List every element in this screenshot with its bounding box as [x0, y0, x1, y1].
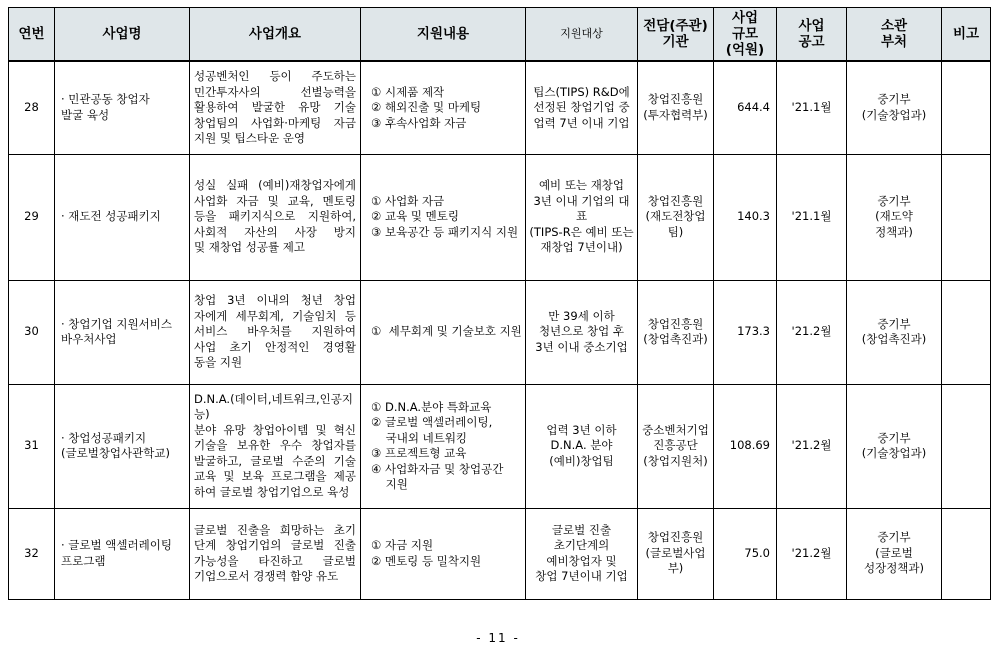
program-name: [55, 280, 190, 384]
program-summary: [190, 384, 361, 508]
program-name: [55, 154, 190, 280]
summary-line: 발굴하고, 글로벌 수준의 기술: [194, 453, 356, 468]
summary-line: 지원 및 팁스타운 운영: [194, 131, 305, 145]
managing-agency: [638, 61, 714, 154]
agency-line: 중소벤처기업: [642, 422, 709, 437]
target-line: 청년으로 창업 후: [538, 324, 625, 339]
content-item: ② 교육 및 멘토링: [371, 209, 459, 224]
agency-line: (글로벌사업부): [645, 545, 706, 576]
program-name-line: (글로벌창업사관학교): [61, 446, 170, 460]
header-agency-line: 전담(주관): [643, 17, 708, 34]
program-name-line: · 창업기업 지원서비스: [61, 316, 172, 331]
header-agency: [638, 8, 714, 62]
header-scale-line: 사업: [731, 9, 759, 26]
header-note: 비고: [942, 8, 991, 62]
ministry-line: (재도약: [875, 209, 913, 224]
support-target: [526, 508, 638, 599]
notice-date: '21.2월: [777, 508, 847, 599]
program-name-line: 바우처사업: [61, 332, 117, 346]
ministry-line: 성장정책과): [863, 561, 925, 576]
content-item: ② 멘토링 등 밀착지원: [371, 553, 482, 568]
header-scale-line: (억원): [725, 42, 765, 59]
summary-line: 창업팀의 사업화·마케팅 자금: [194, 115, 356, 130]
support-target: [526, 384, 638, 508]
ministry-line: 중기부: [877, 193, 911, 208]
ministry-line: 중기부: [877, 92, 911, 107]
header-content: 지원내용: [361, 8, 526, 62]
agency-line: (재도전창업팀): [645, 209, 706, 239]
support-content: [361, 154, 526, 280]
ministry-line: (기술창업과): [861, 446, 927, 460]
summary-line: 성실 실패 (예비)재창업자에게: [194, 178, 356, 193]
summary-line: 활용하여 발굴한 유망 기술: [194, 100, 356, 114]
header-target: 지원대상: [526, 8, 638, 62]
support-content: [361, 508, 526, 599]
notice-date: '21.2월: [777, 384, 847, 508]
note: [942, 280, 991, 384]
summary-line: 단계 창업기업의 글로벌 진출: [194, 538, 356, 552]
ministry: [847, 280, 942, 384]
summary-line: 자에게 세무회계, 기술임치 등: [194, 308, 356, 323]
note: [942, 154, 991, 280]
content-item: 국내외 네트워킹: [371, 430, 468, 445]
program-summary: [190, 61, 361, 154]
content-item: ③ 프로젝트형 교육: [371, 446, 467, 460]
program-name-line: · 민관공동 창업자: [61, 92, 150, 107]
agency-line: (창업촉진과): [643, 332, 708, 346]
header-ministry: [847, 8, 942, 62]
header-notice: [777, 8, 847, 62]
agency-line: 창업진흥원: [647, 316, 704, 331]
ministry-line: 중기부: [877, 530, 911, 545]
support-target: [526, 154, 638, 280]
program-name-line: · 창업성공패키지: [61, 430, 147, 445]
header-agency-line: 기관: [662, 34, 689, 50]
content-item: 지원: [371, 477, 408, 491]
header-row: [9, 8, 991, 62]
target-line: 선정된 창업기업 중: [533, 100, 630, 114]
content-item: ③ 후속사업화 자금: [371, 115, 467, 130]
program-name-line: · 재도전 성공패키지: [61, 209, 161, 224]
support-content: [361, 280, 526, 384]
target-line: D.N.A. 분야: [550, 438, 613, 453]
target-line: 만 39세 이하: [548, 308, 615, 323]
summary-line: 사업 초기 안정적인 경영활: [194, 339, 356, 354]
summary-line: 하여 글로벌 창업기업으로 육성: [194, 484, 350, 499]
ministry-line: (창업촉진과): [861, 332, 927, 346]
summary-line: 사회적 자산의 사장 방지: [194, 224, 356, 239]
agency-line: 진흥공단: [653, 438, 698, 453]
ministry: [847, 508, 942, 599]
header-ministry-line: 소관: [880, 17, 908, 34]
content-item: ① 사업화 자금: [371, 193, 445, 208]
program-name: [55, 508, 190, 599]
note: [942, 384, 991, 508]
summary-line: 사업화 자금 및 교육, 멘토링: [194, 193, 356, 208]
target-line: 예비 또는 재창업: [538, 178, 625, 193]
content-item: ① 자금 지원: [371, 538, 434, 552]
row-number: 30: [9, 280, 55, 384]
summary-line: 서비스 바우처를 지원하여: [194, 324, 356, 339]
table-row: [9, 508, 991, 599]
summary-line: 및 재창업 성공률 제고: [194, 240, 305, 255]
ministry-line: (기술창업과): [861, 107, 927, 122]
row-number: 31: [9, 384, 55, 508]
header-no: 연번: [9, 8, 55, 62]
ministry-line: 중기부: [877, 430, 911, 445]
header-scale: [714, 8, 777, 62]
target-line: 예비창업자 및: [546, 553, 617, 568]
header-summary: 사업개요: [190, 8, 361, 62]
header-ministry-line: 부처: [880, 34, 908, 50]
content-item: ② 해외진출 및 마케팅: [371, 100, 482, 114]
header-name: 사업명: [55, 8, 190, 62]
target-line: 3년 이내 중소기업: [535, 339, 628, 354]
content-item: ④ 사업화자금 및 창업공간: [371, 461, 504, 476]
target-line: 글로벌 진출: [551, 522, 612, 537]
support-target: [526, 280, 638, 384]
row-number: 29: [9, 154, 55, 280]
ministry: [847, 384, 942, 508]
target-line: 재창업 7년이내): [540, 240, 623, 255]
summary-line: 성공벤처인 등이 주도하는: [194, 69, 356, 83]
budget-scale: 173.3: [714, 280, 777, 384]
target-line: 업력 3년 이하: [546, 422, 617, 437]
content-item: ② 글로벌 액셀러레이팅,: [371, 415, 493, 429]
managing-agency: [638, 508, 714, 599]
support-content: [361, 384, 526, 508]
program-name-line: 발굴 육성: [61, 107, 110, 122]
agency-line: (창업지원처): [643, 453, 708, 468]
program-summary: [190, 154, 361, 280]
ministry-line: (글로벌: [875, 545, 913, 560]
program-name: [55, 61, 190, 154]
summary-line: 창업 3년 이내의 청년 창업: [194, 293, 356, 308]
summary-line: D.N.A.(데이터,네트워크,인공지능): [194, 391, 353, 422]
summary-line: 교육 및 보육 프로그램을 제공: [194, 469, 356, 484]
notice-date: '21.2월: [777, 280, 847, 384]
support-program-table: [8, 7, 991, 600]
support-target: [526, 61, 638, 154]
notice-date: '21.1월: [777, 61, 847, 154]
ministry: [847, 154, 942, 280]
support-content: [361, 61, 526, 154]
content-item: ① 시제품 제작: [371, 84, 445, 99]
target-line: 창업 7년이내 기업: [535, 569, 628, 583]
agency-line: 창업진흥원: [647, 92, 704, 107]
managing-agency: [638, 280, 714, 384]
target-line: (TIPS-R은 예비 또는: [529, 224, 634, 239]
content-item: ③ 보육공간 등 패키지식 지원: [371, 224, 519, 239]
notice-date: '21.1월: [777, 154, 847, 280]
summary-line: 분야 유망 창업아이템 및 혁신: [194, 422, 356, 437]
target-line: 업력 7년 이내 기업: [533, 115, 630, 130]
ministry-line: 정책과): [875, 224, 913, 239]
summary-line: 글로벌 진출을 희망하는 초기: [194, 522, 356, 537]
summary-line: 등을 패키지식으로 지원하여,: [194, 209, 356, 224]
target-line: 초기단계의: [553, 538, 610, 552]
program-summary: [190, 280, 361, 384]
agency-line: (투자협력부): [643, 107, 708, 122]
note: [942, 508, 991, 599]
header-notice-line: 사업: [798, 17, 825, 34]
summary-line: 기업으로서 경쟁력 함양 유도: [194, 569, 339, 583]
target-line: (예비)창업팀: [549, 453, 614, 468]
summary-line: 기술을 보유한 우수 창업자를: [194, 438, 356, 453]
summary-line: 가능성을 타진하고 글로벌: [194, 553, 356, 568]
managing-agency: [638, 384, 714, 508]
ministry: [847, 61, 942, 154]
header-notice-line: 공고: [798, 34, 825, 50]
table-row: [9, 154, 991, 280]
budget-scale: 108.69: [714, 384, 777, 508]
managing-agency: [638, 154, 714, 280]
program-name-line: · 글로벌 액셀러레이팅: [61, 538, 172, 552]
program-name-line: 프로그램: [61, 553, 106, 568]
table-row: [9, 280, 991, 384]
table-row: [9, 384, 991, 508]
budget-scale: 75.0: [714, 508, 777, 599]
program-name: [55, 384, 190, 508]
program-summary: [190, 508, 361, 599]
row-number: 32: [9, 508, 55, 599]
summary-line: 민간투자사의 선별능력을: [194, 84, 356, 99]
page-number: - 11 -: [476, 631, 520, 645]
agency-line: 창업진흥원: [647, 530, 704, 545]
agency-line: 창업진흥원: [647, 193, 704, 208]
table-row: [9, 61, 991, 154]
content-item: ① D.N.A.분야 특화교육: [371, 399, 492, 414]
header-scale-line: 규모: [731, 25, 759, 42]
summary-line: 동을 지원: [194, 355, 243, 370]
ministry-line: 중기부: [877, 316, 911, 331]
content-item: ① 세무회계 및 기술보호 지원: [371, 324, 522, 339]
target-line: 3년 이내 기업의 대표: [533, 193, 630, 224]
budget-scale: 140.3: [714, 154, 777, 280]
note: [942, 61, 991, 154]
target-line: 팁스(TIPS) R&D에: [533, 84, 630, 99]
row-number: 28: [9, 61, 55, 154]
budget-scale: 644.4: [714, 61, 777, 154]
